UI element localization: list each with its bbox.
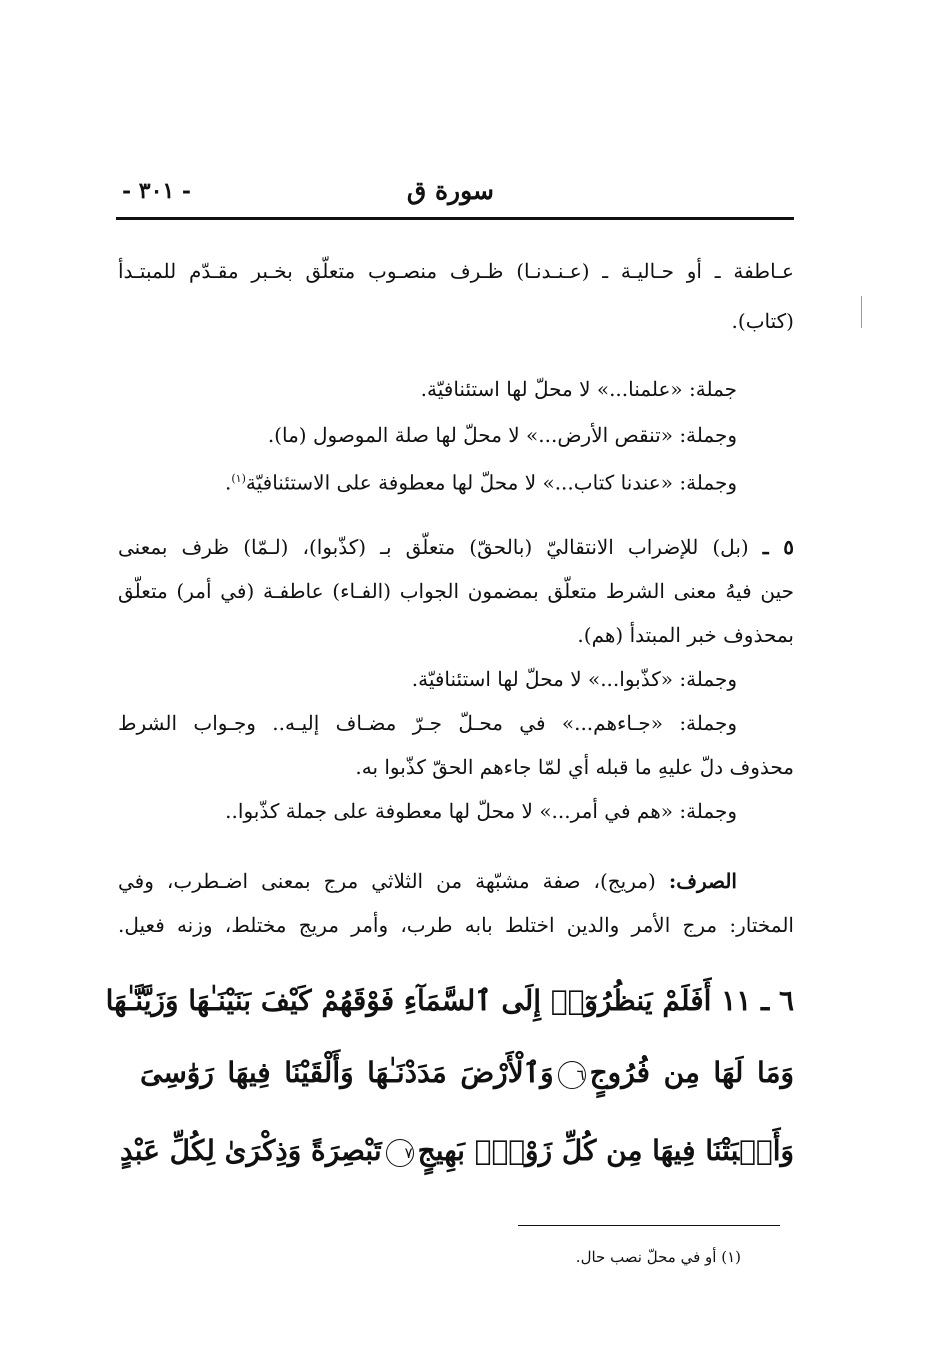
section5-jumla-2: وجملة: «جـاءهم...» في محـلّ جـرّ مضـاف إليـه.. وجـواب الشرط (118, 711, 737, 735)
section5-jumla-2-cont: محذوف دلّ عليهِ ما قبله أي لمّا جاءهم الحقّ كذّبوا به. (355, 755, 794, 779)
footnote-rule (518, 1225, 780, 1226)
quran-line-2a: وَمَا لَهَا مِن فُرُوجٍ (589, 1056, 794, 1089)
quran-line-2 (140, 1052, 794, 1094)
section5-jumla-1: وجملة: «كذّبوا...» لا محلّ لها استئنافيّة. (411, 667, 737, 691)
ayah-number-mark: ٦ (558, 1061, 586, 1089)
quran-line-1-text: أَفَلَمْ يَنظُرُوٓا۟ إِلَى ٱلسَّمَآءِ فَوْقَهُمْ كَيْفَ بَنَيْنَـٰهَا وَزَيَّنَّـٰهَا (105, 984, 712, 1017)
sarf-line-1-text: (مريج)، صفة مشبّهة من الثلاثي مرج بمعنى اضـطرب، وفي (118, 869, 656, 893)
quran-line-3b: تَبْصِرَةً وَذِكْرَىٰ لِكُلِّ عَبْدٍ (120, 1134, 382, 1167)
page-header (118, 172, 794, 214)
quran-line-2b: وَٱلْأَرْضَ مَدَدْنَـٰهَا وَأَلْقَيْنَا فِيهَا رَوَٰسِىَ (140, 1056, 554, 1089)
ayah-number-mark: ٧ (386, 1139, 414, 1167)
page-number: - ٣٠١ - (122, 178, 192, 204)
jumla-line-3 (225, 464, 737, 494)
section5-number: ٥ ـ (762, 535, 794, 559)
section5-line-1-text: (بل) للإضراب الانتقاليّ (بالحقّ) متعلّق بـ (كذّبوا)، (لـمّا) ظرف بمعنى (118, 535, 749, 559)
quran-line-3a: وَأَنۢبَتْنَا فِيهَا مِن كُلِّ زَوْجٍۭ بَهِيجٍ (417, 1134, 794, 1167)
jumla-line-3-text: وجملة: «عندنا كتاب...» لا محلّ لها معطوفة على الاستئنافيّة (245, 470, 737, 495)
quran-line-3 (120, 1130, 794, 1172)
footnote-ref: (١) (231, 472, 246, 485)
section5-jumla-3: وجملة: «هم في أمر...» لا محلّ لها معطوفة على جملة كذّبوا.. (225, 799, 737, 823)
verse-ref: ٦ ـ ١١ (721, 984, 794, 1017)
jumla-line-3-end: . (225, 470, 232, 495)
jumla-line-2: وجملة: «تنقص الأرض...» لا محلّ لها صلة الموصول (ما). (267, 423, 737, 447)
quran-line-1 (105, 980, 794, 1022)
jumla-line-1: جملة: «علمنا...» لا محلّ لها استئنافيّة. (420, 377, 737, 401)
sarf-line-1 (118, 866, 737, 896)
section5-line-1 (118, 532, 794, 562)
margin-mark (861, 296, 862, 328)
header-rule (116, 217, 794, 220)
surah-title: سورة ق (406, 176, 494, 205)
footnote: (١) أو في محلّ نصب حال. (575, 1248, 741, 1266)
sarf-label: الصرف: (668, 869, 737, 893)
para1-line-2: (كتاب). (731, 309, 794, 333)
para1-line-1: عـاطفة ـ أو حـاليـة ـ (عـنـدنـا) ظـرف منصـوب متعلّق بخـبر مقـدّم للمبتـدأ (118, 259, 794, 283)
section5-line-2: حين فيهُ معنى الشرط متعلّق بمضمون الجواب (الفـاء) عاطفـة (في أمر) متعلّق (118, 579, 794, 603)
section5-line-3: بمحذوف خبر المبتدأ (هم). (577, 623, 794, 647)
sarf-line-2: المختار: مرج الأمر والدين اختلط بابه طرب، وأمر مريج مختلط، وزنه فعيل. (118, 913, 794, 937)
